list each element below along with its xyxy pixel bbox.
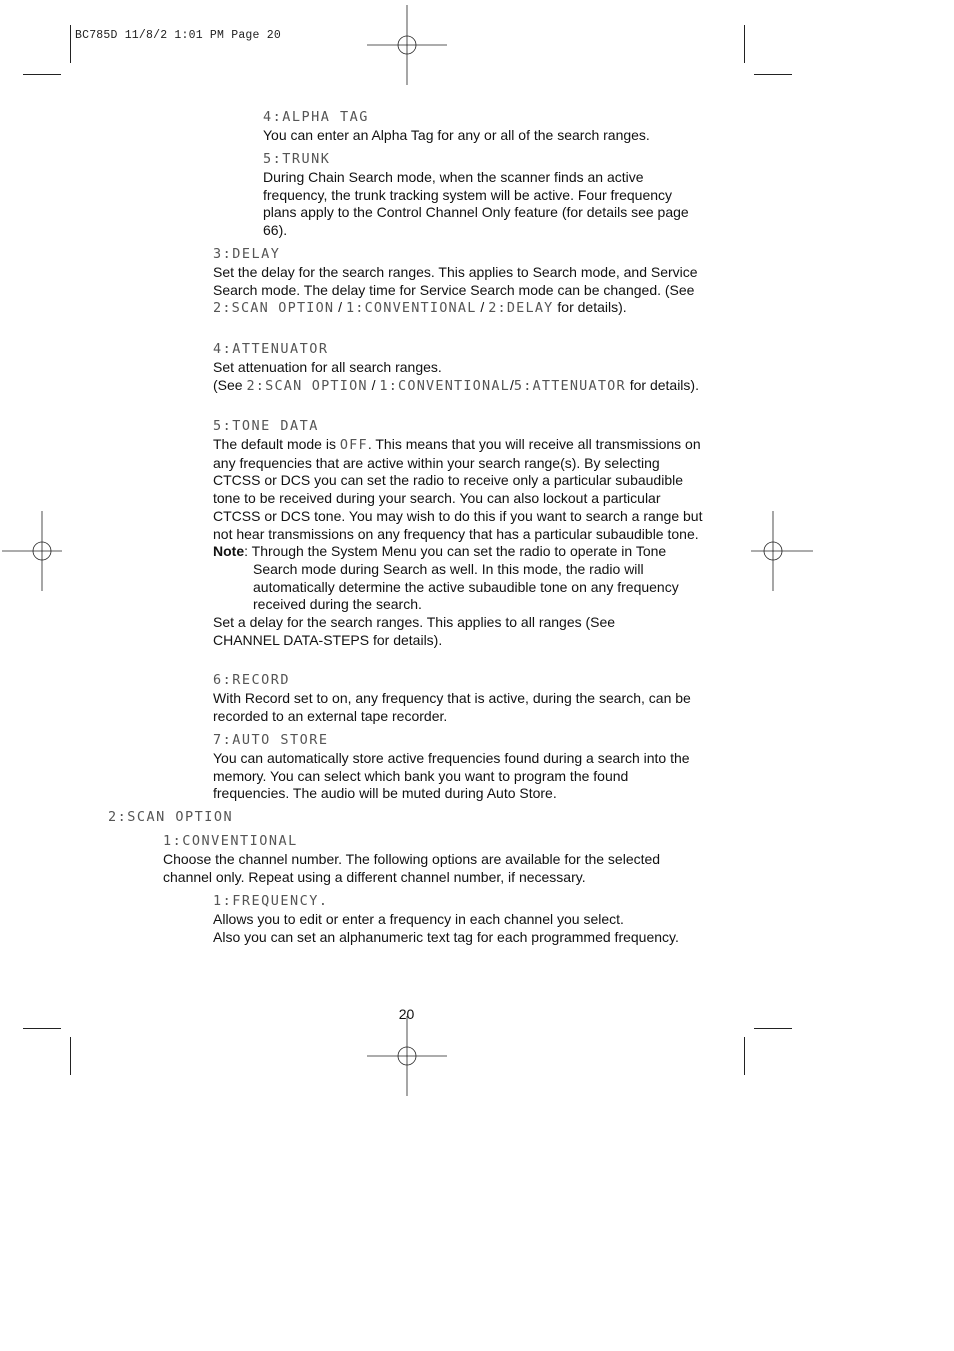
section-frequency <box>213 891 713 946</box>
section-record <box>213 670 713 725</box>
menu-reference: 2:DELAY <box>488 300 554 317</box>
section-scan-option <box>108 807 708 827</box>
section-auto-store <box>213 730 713 803</box>
menu-reference: OFF <box>339 437 368 453</box>
note-text: : Through the System Menu you can set the radio to operate in Tone <box>244 543 667 560</box>
section-body: With Record set to on, any frequency that is active, during the search, can be recorded to an external tape recorder. <box>213 690 691 724</box>
crop-mark <box>754 1028 792 1029</box>
section-body <box>213 264 703 318</box>
note <box>213 543 713 561</box>
registration-mark-icon <box>367 5 447 85</box>
section-body: Set a delay for the search ranges. This applies to all ranges (See CHANNEL DATA-STEPS for details). <box>213 614 616 648</box>
section-body: Also you can set an alphanumeric text tag for each programmed frequency. <box>213 928 679 945</box>
body-text: (See <box>213 376 247 393</box>
crop-mark <box>70 25 71 63</box>
menu-heading: 2:SCAN OPTION <box>108 809 234 825</box>
menu-reference: 5:ATTENUATOR <box>513 377 626 394</box>
section-conventional <box>163 831 723 886</box>
section-body <box>213 436 708 543</box>
section-body: Set attenuation for all search ranges. <box>213 359 442 375</box>
section-body: You can automatically store active frequencies found during a search into the memory. You can select which bank you want to program the found frequencies. The audio will be muted during Auto Store. <box>213 750 690 802</box>
menu-heading: 3:DELAY <box>213 246 281 262</box>
section-delay <box>213 244 713 318</box>
body-text: for details). <box>625 376 699 393</box>
crop-mark <box>754 74 792 75</box>
crop-mark <box>744 25 745 63</box>
section-body: You can enter an Alpha Tag for any or all of the search ranges. <box>263 127 650 143</box>
body-text: Set the delay for the search ranges. This applies to Search mode, and Service Search mode. The delay time for Service Search mode can be changed. (See <box>213 264 698 298</box>
separator: / <box>367 376 380 393</box>
section-trunk <box>263 149 723 240</box>
menu-reference: 1:CONVENTIONAL <box>345 300 477 317</box>
crop-mark <box>23 1028 61 1029</box>
menu-heading: 5:TONE DATA <box>213 418 319 434</box>
section-body: During Chain Search mode, when the scanner finds an active frequency, the trunk tracking system will be active. Four frequency plans apply to the Control Channel Only feature (for details see page 66). <box>263 169 689 239</box>
menu-reference: 1:CONVENTIONAL <box>379 377 510 394</box>
menu-heading: 7:AUTO STORE <box>213 732 329 748</box>
note-continuation: Search mode during Search as well. In this mode, the radio will automatically determine the active subaudible tone on any frequency received during the search. <box>253 560 679 613</box>
section-body: Allows you to edit or enter a frequency in each channel you select. <box>213 911 624 927</box>
body-text: . This means that you will receive all transmissions on any frequencies that are active within your search range(s). By selecting CTCSS or DCS you can set the radio to receive only a particular subaudible tone to be received during your search. You can also lockout a particular CTCSS or DCS tone. You may wish to do this if you want to search a range but not hear transmissions on any frequency that has a particular subaudible tone. <box>213 436 703 542</box>
registration-mark-icon <box>367 1016 447 1096</box>
print-slug: BC785D 11/8/2 1:01 PM Page 20 <box>75 29 281 42</box>
separator: / <box>476 299 489 316</box>
crop-mark <box>744 1037 745 1075</box>
section-body <box>213 377 708 396</box>
menu-heading: 5:TRUNK <box>263 151 331 167</box>
menu-heading: 4:ALPHA TAG <box>263 109 369 125</box>
menu-heading: 4:ATTENUATOR <box>213 341 329 357</box>
registration-mark-icon <box>2 511 82 591</box>
separator: / <box>510 376 514 393</box>
menu-heading: 6:RECORD <box>213 672 291 688</box>
section-alpha-tag <box>263 107 723 145</box>
crop-mark <box>23 74 61 75</box>
menu-reference: 2:SCAN OPTION <box>213 300 335 317</box>
section-attenuator <box>213 339 713 395</box>
menu-heading: 1:CONVENTIONAL <box>163 833 298 849</box>
body-text: for details). <box>553 299 627 316</box>
body-text: The default mode is <box>213 436 340 452</box>
page-number: 20 <box>398 1006 415 1022</box>
menu-heading: 1:FREQUENCY. <box>213 893 329 909</box>
registration-mark-icon <box>733 511 813 591</box>
crop-mark <box>70 1037 71 1075</box>
section-tone-data <box>213 416 713 649</box>
section-body: Choose the channel number. The following options are available for the selected channel only. Repeat using a different channel number, if necessary. <box>163 851 661 885</box>
separator: / <box>334 299 346 316</box>
menu-reference: 2:SCAN OPTION <box>246 377 368 394</box>
note-label: Note <box>213 543 245 560</box>
